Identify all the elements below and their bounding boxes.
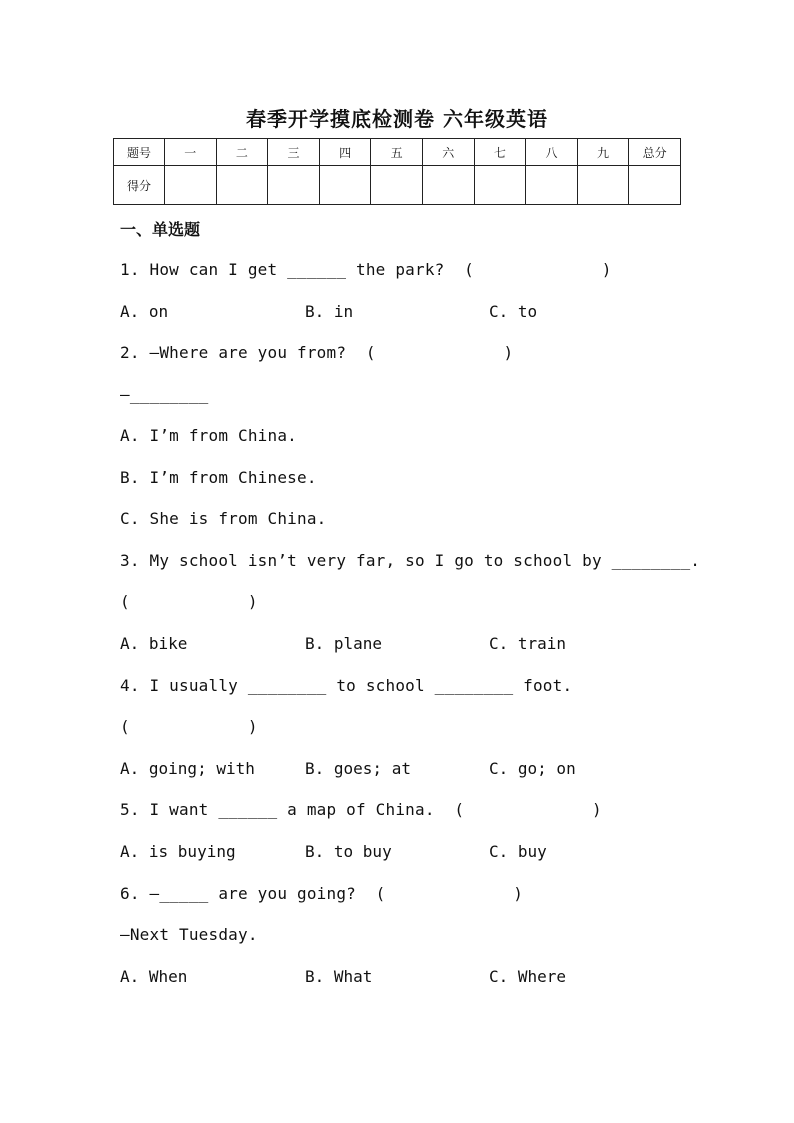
question-1-option-c: C. to — [489, 302, 538, 321]
question-3-stem: 3. My school isn’t very far, so I go to school by ________. — [120, 551, 701, 570]
header-cell-6: 六 — [422, 139, 474, 166]
score-cell — [319, 166, 371, 205]
question-2-option-a: A. I’m from China. — [120, 426, 297, 445]
question-5-option-a: A. is buying — [120, 842, 236, 861]
question-6-option-b: B. What — [305, 967, 373, 986]
question-4-bracket: ( ) — [120, 717, 258, 736]
question-4-option-b: B. goes; at — [305, 759, 411, 778]
question-2-option-b: B. I’m from Chinese. — [120, 468, 317, 487]
question-2-answer-line: —________ — [120, 385, 209, 404]
score-cell — [268, 166, 320, 205]
header-cell-4: 四 — [319, 139, 371, 166]
score-cell — [577, 166, 629, 205]
question-6-option-a: A. When — [120, 967, 188, 986]
page-title: 春季开学摸底检测卷 六年级英语 — [246, 107, 548, 131]
score-cell — [422, 166, 474, 205]
question-2-option-c: C. She is from China. — [120, 509, 327, 528]
question-1-option-a: A. on — [120, 302, 169, 321]
question-3-option-a: A. bike — [120, 634, 188, 653]
score-table — [113, 138, 681, 205]
question-3-option-c: C. train — [489, 634, 567, 653]
question-5-option-c: C. buy — [489, 842, 547, 861]
question-2-stem: 2. —Where are you from? ( ) — [120, 343, 514, 362]
question-5-option-b: B. to buy — [305, 842, 392, 861]
score-table-header-row — [114, 139, 681, 166]
score-cell — [216, 166, 268, 205]
score-cell — [165, 166, 217, 205]
header-cell-total: 总分 — [629, 139, 681, 166]
header-cell-1: 一 — [165, 139, 217, 166]
header-cell-3: 三 — [268, 139, 320, 166]
question-6-stem: 6. —_____ are you going? ( ) — [120, 884, 524, 903]
question-4-option-a: A. going; with — [120, 759, 255, 778]
question-6-answer-line: —Next Tuesday. — [120, 925, 258, 944]
score-cell — [474, 166, 526, 205]
score-cell — [526, 166, 578, 205]
question-4-stem: 4. I usually ________ to school ________ foot. — [120, 676, 573, 695]
question-4-option-c: C. go; on — [489, 759, 576, 778]
question-1-option-b: B. in — [305, 302, 354, 321]
header-cell-8: 八 — [526, 139, 578, 166]
question-5-stem: 5. I want ______ a map of China. ( ) — [120, 800, 602, 819]
header-cell-7: 七 — [474, 139, 526, 166]
score-row-label: 得分 — [114, 166, 165, 205]
header-cell-5: 五 — [371, 139, 423, 166]
question-3-option-b: B. plane — [305, 634, 383, 653]
question-1-stem: 1. How can I get ______ the park? ( ) — [120, 260, 612, 279]
header-cell-question-number: 题号 — [114, 139, 165, 166]
score-cell — [629, 166, 681, 205]
score-table-score-row — [114, 166, 681, 205]
section-heading: 一、单选题 — [120, 220, 201, 239]
header-cell-9: 九 — [577, 139, 629, 166]
question-6-option-c: C. Where — [489, 967, 567, 986]
score-cell — [371, 166, 423, 205]
question-3-bracket: ( ) — [120, 592, 258, 611]
header-cell-2: 二 — [216, 139, 268, 166]
